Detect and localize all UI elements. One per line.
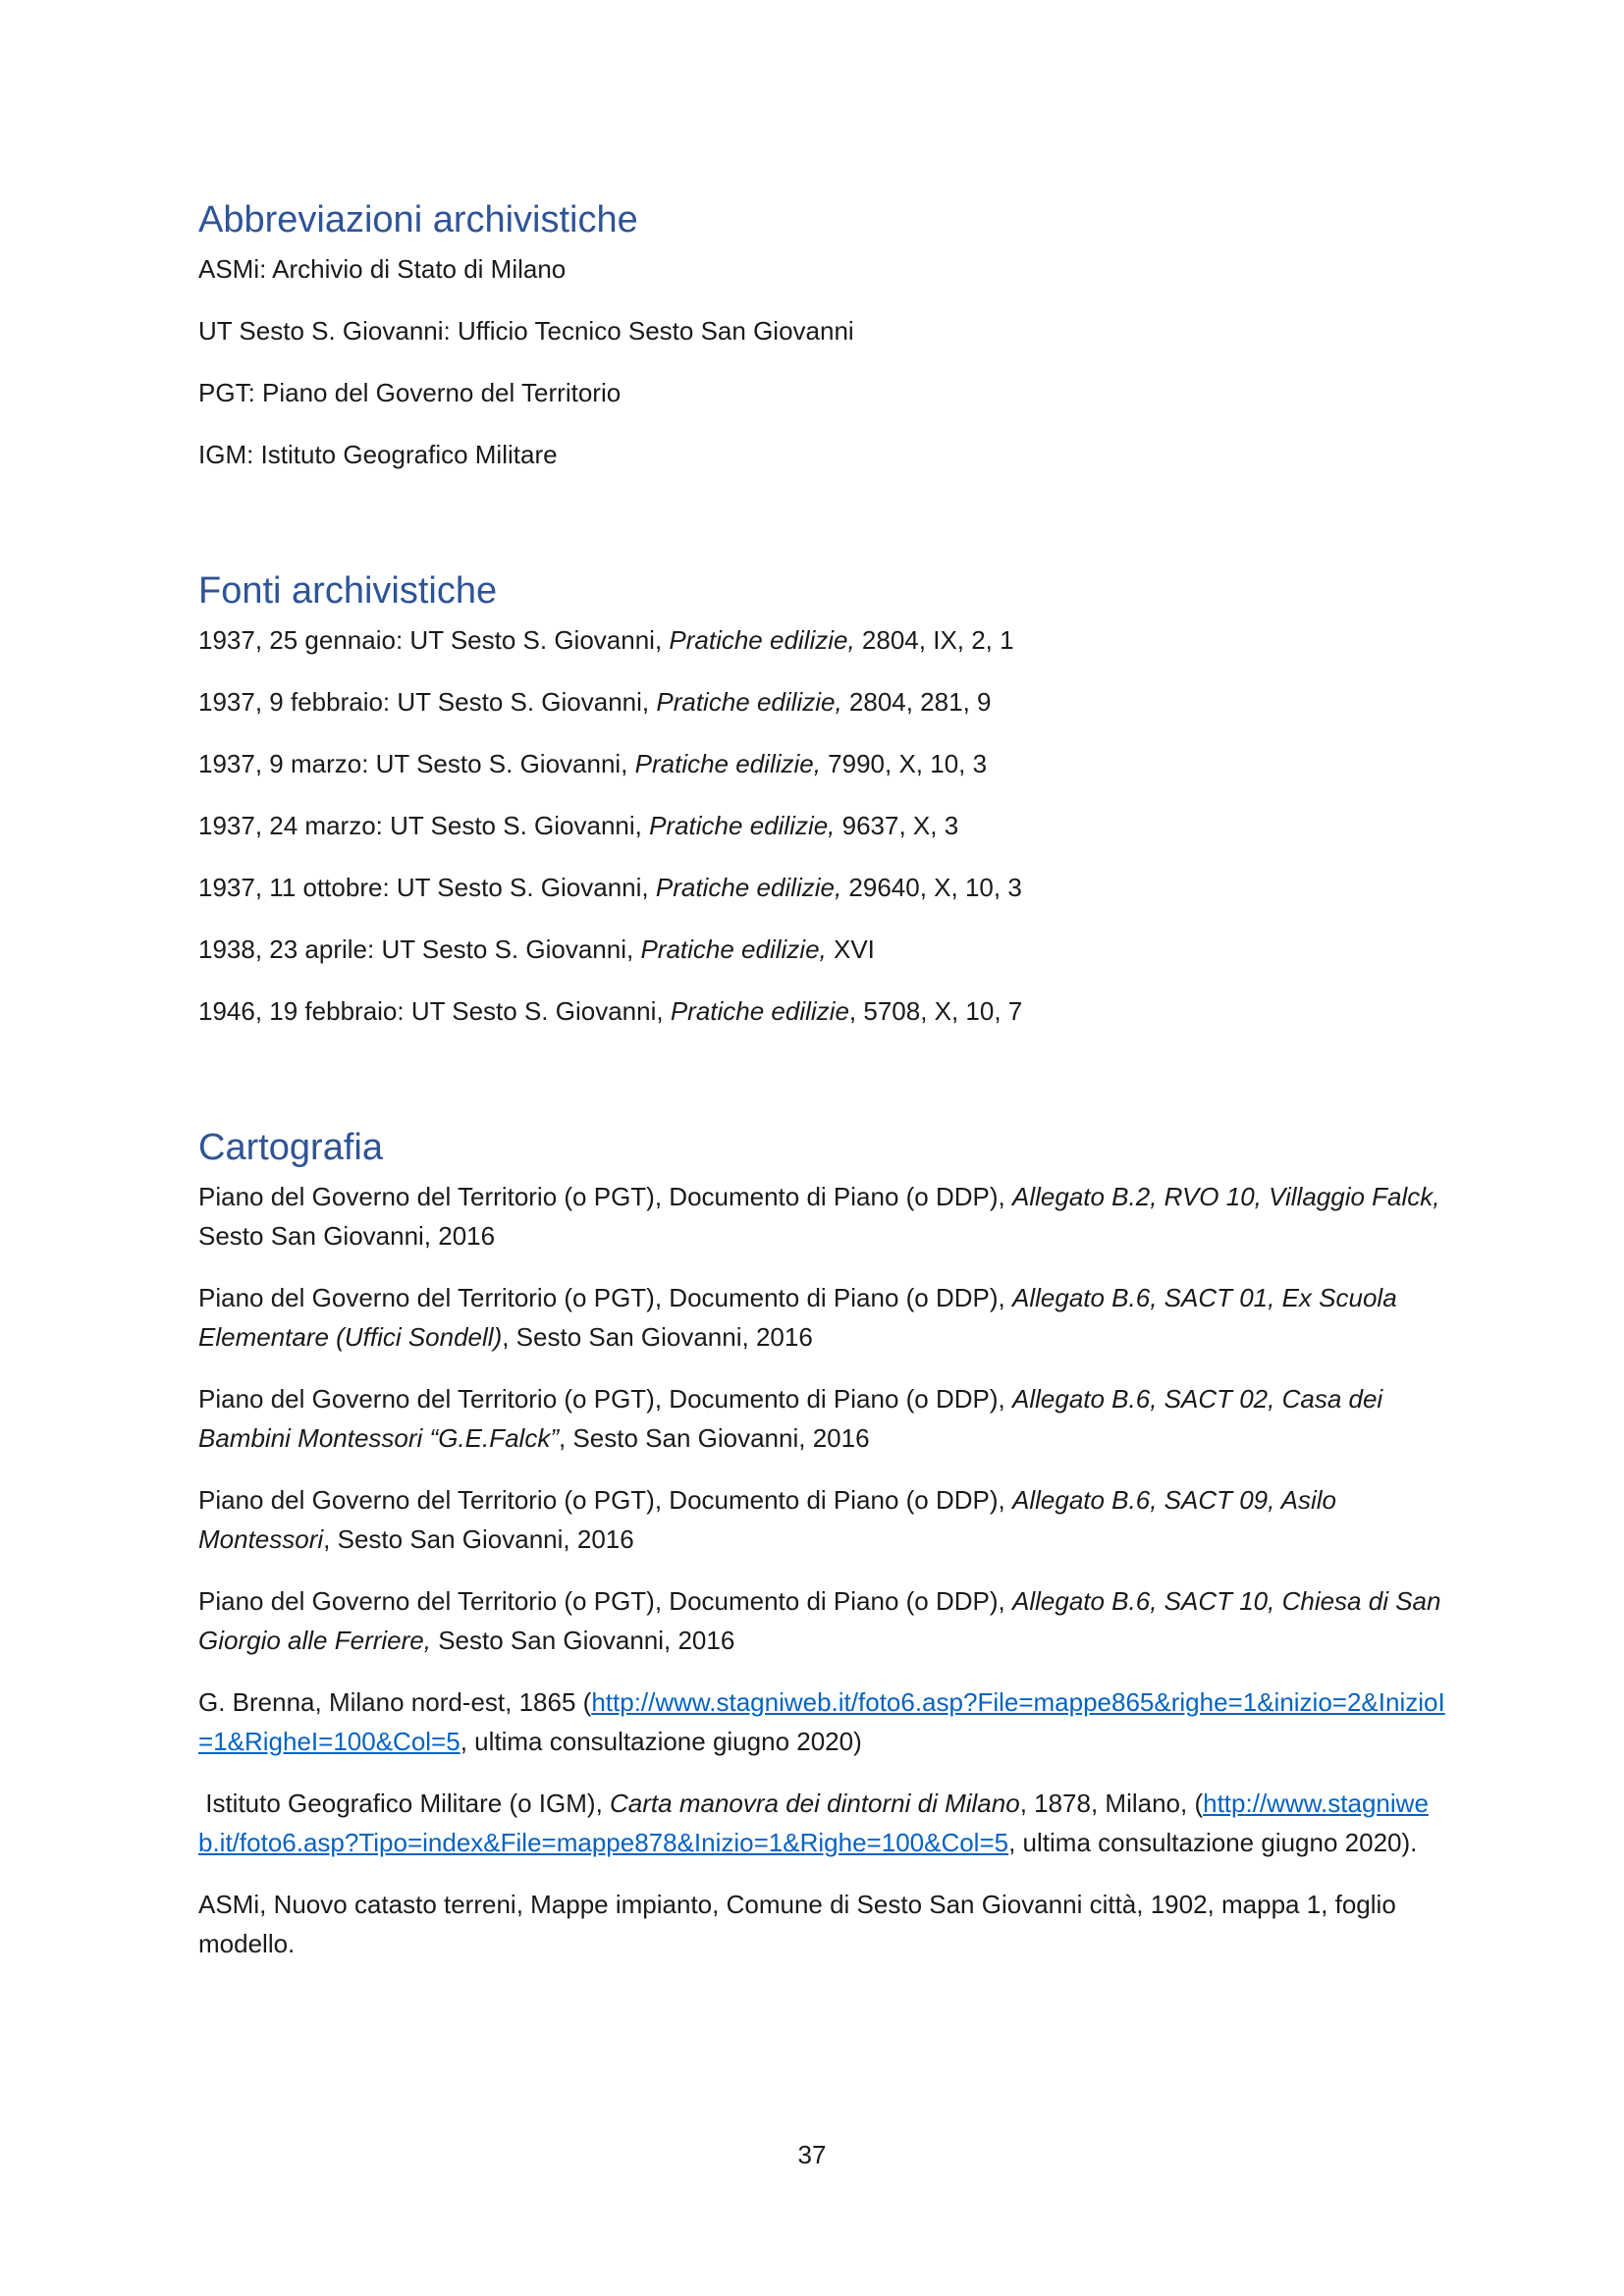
source-title: Pratiche edilizie, xyxy=(649,811,836,840)
map-item xyxy=(198,1177,1445,1255)
stagniweb-link-1865[interactable]: http://www.stagniweb.it/foto6.asp?File=mappe865&righe=1&inizio=2&InizioI=1&RigheI=100&Col=5 xyxy=(198,1687,1445,1756)
source-ref: 2804, 281, 9 xyxy=(841,687,992,717)
source-text: 1937, 11 ottobre: UT Sesto S. Giovanni, xyxy=(198,873,656,902)
section-cartografia xyxy=(198,1124,1445,1963)
map-ref: , Sesto San Giovanni, 2016 xyxy=(323,1524,634,1554)
source-item xyxy=(198,682,1445,721)
source-item xyxy=(198,991,1445,1031)
map-title: Allegato B.6, SACT 01, Ex Scuola Elementare (Uffici Sondell) xyxy=(198,1283,1397,1352)
section-heading: Abbreviazioni archivistiche xyxy=(198,199,638,240)
map-ref: , ultima consultazione giugno 2020) xyxy=(460,1727,862,1756)
map-ref: , Sesto San Giovanni, 2016 xyxy=(502,1322,813,1352)
abbreviation-item: PGT: Piano del Governo del Territorio xyxy=(198,378,622,407)
map-text: Piano del Governo del Territorio (o PGT), Documento di Piano (o DDP), xyxy=(198,1182,1012,1211)
source-item xyxy=(198,744,1445,783)
source-ref: , 5708, X, 10, 7 xyxy=(848,996,1023,1026)
map-ref: Sesto San Giovanni, 2016 xyxy=(430,1626,735,1655)
map-text: G. Brenna, Milano nord-est, 1865 ( xyxy=(198,1687,592,1717)
source-item xyxy=(198,806,1445,845)
map-item xyxy=(198,1581,1445,1660)
map-text: , 1878, Milano, ( xyxy=(1019,1789,1204,1818)
section-abbreviazioni xyxy=(198,196,1445,474)
section-fonti xyxy=(198,567,1445,1031)
document-page xyxy=(198,196,1445,1963)
section-heading: Fonti archivistiche xyxy=(198,570,498,612)
source-text: 1937, 25 gennaio: UT Sesto S. Giovanni, xyxy=(198,625,670,655)
source-item xyxy=(198,868,1445,907)
source-title: Pratiche edilizie, xyxy=(656,687,842,717)
map-item xyxy=(198,1278,1445,1357)
map-title: Allegato B.6, SACT 09, Asilo Montessori xyxy=(198,1485,1336,1554)
source-title: Pratiche edilizie xyxy=(670,996,849,1026)
source-title: Pratiche edilizie, xyxy=(655,873,842,902)
map-text: Piano del Governo del Territorio (o PGT), Documento di Piano (o DDP), xyxy=(198,1485,1012,1515)
source-text: 1937, 9 marzo: UT Sesto S. Giovanni, xyxy=(198,749,635,778)
stagniweb-link-1878[interactable]: http://www.stagniweb.it/foto6.asp?Tipo=index&File=mappe878&Inizio=1&Righe=100&Col=5 xyxy=(198,1789,1429,1857)
map-ref: , ultima consultazione giugno 2020). xyxy=(1008,1828,1418,1857)
source-text: 1946, 19 febbraio: UT Sesto S. Giovanni, xyxy=(198,996,671,1026)
source-ref: XVI xyxy=(826,934,875,964)
source-ref: 29640, X, 10, 3 xyxy=(841,873,1022,902)
page-number: 37 xyxy=(797,2140,827,2169)
source-text: 1938, 23 aprile: UT Sesto S. Giovanni, xyxy=(198,934,641,964)
map-text: Piano del Governo del Territorio (o PGT), Documento di Piano (o DDP), xyxy=(198,1586,1012,1616)
source-text: 1937, 24 marzo: UT Sesto S. Giovanni, xyxy=(198,811,650,840)
source-ref: 2804, IX, 2, 1 xyxy=(854,625,1014,655)
source-ref: 9637, X, 3 xyxy=(835,811,959,840)
abbreviation-item: UT Sesto S. Giovanni: Ufficio Tecnico Sesto San Giovanni xyxy=(198,316,854,346)
map-text: Piano del Governo del Territorio (o PGT), Documento di Piano (o DDP), xyxy=(198,1384,1012,1414)
source-text: 1937, 9 febbraio: UT Sesto S. Giovanni, xyxy=(198,687,657,717)
source-title: Pratiche edilizie, xyxy=(634,749,821,778)
source-title: Pratiche edilizie, xyxy=(669,625,855,655)
map-item-igm xyxy=(198,1784,1445,1862)
map-text: Istituto Geografico Militare (o IGM), xyxy=(198,1789,611,1818)
map-text: Piano del Governo del Territorio (o PGT), Documento di Piano (o DDP), xyxy=(198,1283,1012,1312)
abbreviation-item: ASMi: Archivio di Stato di Milano xyxy=(198,254,567,284)
map-item xyxy=(198,1480,1445,1559)
map-title: Allegato B.2, RVO 10, Villaggio Falck, xyxy=(1012,1182,1440,1211)
map-item xyxy=(198,1379,1445,1458)
source-title: Pratiche edilizie, xyxy=(640,934,827,964)
abbreviation-item: IGM: Istituto Geografico Militare xyxy=(198,440,558,469)
map-ref: Sesto San Giovanni, 2016 xyxy=(198,1221,496,1251)
map-title: Allegato B.6, SACT 10, Chiesa di San Giorgio alle Ferriere, xyxy=(198,1586,1441,1655)
map-ref: , Sesto San Giovanni, 2016 xyxy=(558,1423,870,1453)
source-item xyxy=(198,620,1445,660)
map-title: Carta manovra dei dintorni di Milano xyxy=(610,1789,1020,1818)
map-title: Allegato B.6, SACT 02, Casa dei Bambini Montessori “G.E.Falck” xyxy=(198,1384,1383,1453)
source-item xyxy=(198,930,1445,969)
map-item-brenna xyxy=(198,1682,1445,1761)
map-item-asmi: ASMi, Nuovo catasto terreni, Mappe impianto, Comune di Sesto San Giovanni città, 1902, mappa 1, foglio modello. xyxy=(198,1890,1396,1958)
section-heading: Cartografia xyxy=(198,1127,383,1168)
source-ref: 7990, X, 10, 3 xyxy=(820,749,988,778)
